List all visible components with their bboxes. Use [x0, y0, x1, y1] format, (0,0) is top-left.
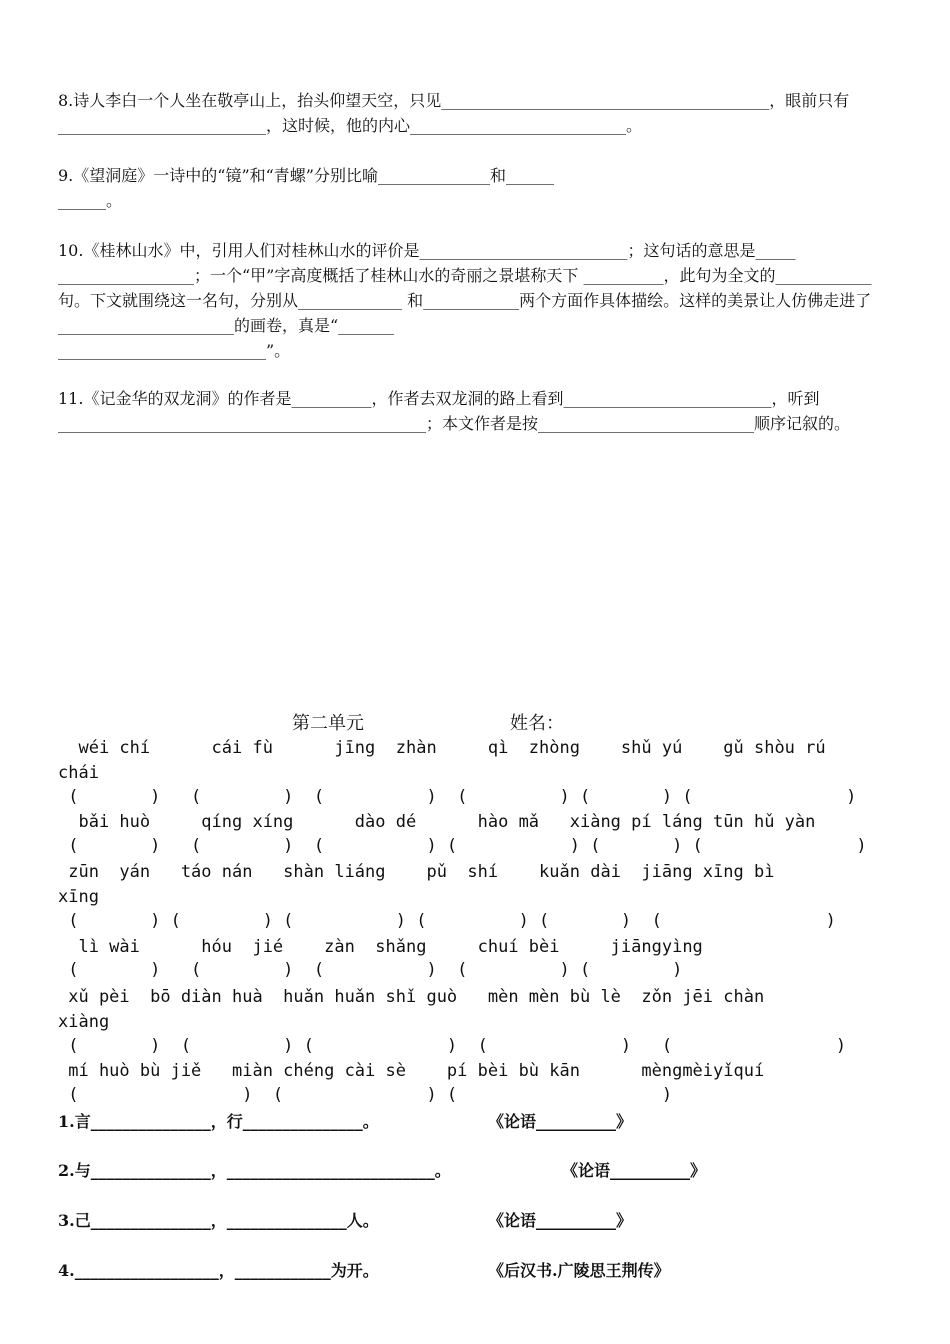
fill-item-4-source: 《后汉书.广陵思王荆传》 [488, 1261, 670, 1280]
fill-item-4: 4.__________________，____________为开。 [58, 1261, 379, 1280]
pinyin-row-1: wéi chí cái fù jīng zhàn qì zhòng shǔ yú gǔ shòu rú [58, 738, 826, 758]
pinyin-row-6: mí huò bù jiě miàn chéng cài sè pí bèi bù kān mèngmèiyǐquí [58, 1061, 765, 1081]
pinyin-row-5-wrap: xiàng [58, 1012, 110, 1032]
bracket-row-5[interactable]: ( ) ( ) ( ) ( ) ( ) [58, 1036, 847, 1056]
fill-item-3-source: 《论语__________》 [488, 1211, 633, 1230]
fill-item-3: 3.己_______________，_______________人。 [58, 1211, 379, 1230]
question-10: 10.《桂林山水》中，引用人们对桂林山水的评价是__________________________；这句话的意思是_____ _________________；一个“甲”字高度概括了桂林山水的奇丽之景堪称天下 __________，此句为全文的____________句。下文就围绕这一名句，分别从_____________ 和____________两个方面作具体描绘。这样的美景让人仿佛走进了______________________的画卷，真是“_______ __________________________”。 [58, 241, 872, 360]
name-label: 姓名： [510, 713, 564, 734]
question-11: 11.《记金华的双龙洞》的作者是__________，作者去双龙洞的路上看到__________________________，听到______________________________________________；本文作者是按___________________________顺序记叙的。 [58, 389, 851, 433]
pinyin-row-3: zūn yán táo nán shàn liáng pǔ shí kuǎn dài jiāng xīng bì [58, 862, 775, 882]
fill-item-1: 1.言_______________，行_______________。 [58, 1112, 379, 1131]
unit-title: 第二单元 [292, 713, 364, 734]
bracket-row-1[interactable]: ( ) ( ) ( ) ( ) ( ) ( ) [58, 787, 857, 807]
fill-item-1-source: 《论语__________》 [488, 1112, 633, 1131]
pinyin-row-3-wrap: xīng [58, 887, 99, 907]
bracket-row-2[interactable]: ( ) ( ) ( ) ( ) ( ) ( ) [58, 836, 867, 856]
bracket-row-6[interactable]: ( ) ( ) ( ) [58, 1085, 673, 1105]
question-8: 8.诗人李白一个人坐在敬亭山上，抬头仰望天空，只见_________________________________________，眼前只有__________________________，这时候，他的内心___________________________。 [58, 91, 850, 135]
pinyin-row-2: bǎi huò qíng xíng dào dé hào mǎ xiàng pí láng tūn hǔ yàn [58, 812, 816, 832]
pinyin-row-4: lì wài hóu jié zàn shǎng chuí bèi jiāngyìng [58, 937, 703, 957]
pinyin-row-5: xǔ pèi bō diàn huà huǎn huǎn shǐ guò mèn mèn bù lè zǒn jēi chàn [58, 987, 765, 1007]
bracket-row-4[interactable]: ( ) ( ) ( ) ( ) ( ) [58, 960, 683, 980]
fill-item-2-source: 《论语__________》 [562, 1161, 707, 1180]
pinyin-row-1-wrap: chái [58, 763, 99, 783]
fill-item-2: 2.与_______________，__________________________。 [58, 1161, 451, 1180]
bracket-row-3[interactable]: ( ) ( ) ( ) ( ) ( ) ( ) [58, 911, 836, 931]
question-9: 9.《望洞庭》一诗中的“镜”和“青螺”分别比喻______________和______ ______。 [58, 166, 554, 210]
